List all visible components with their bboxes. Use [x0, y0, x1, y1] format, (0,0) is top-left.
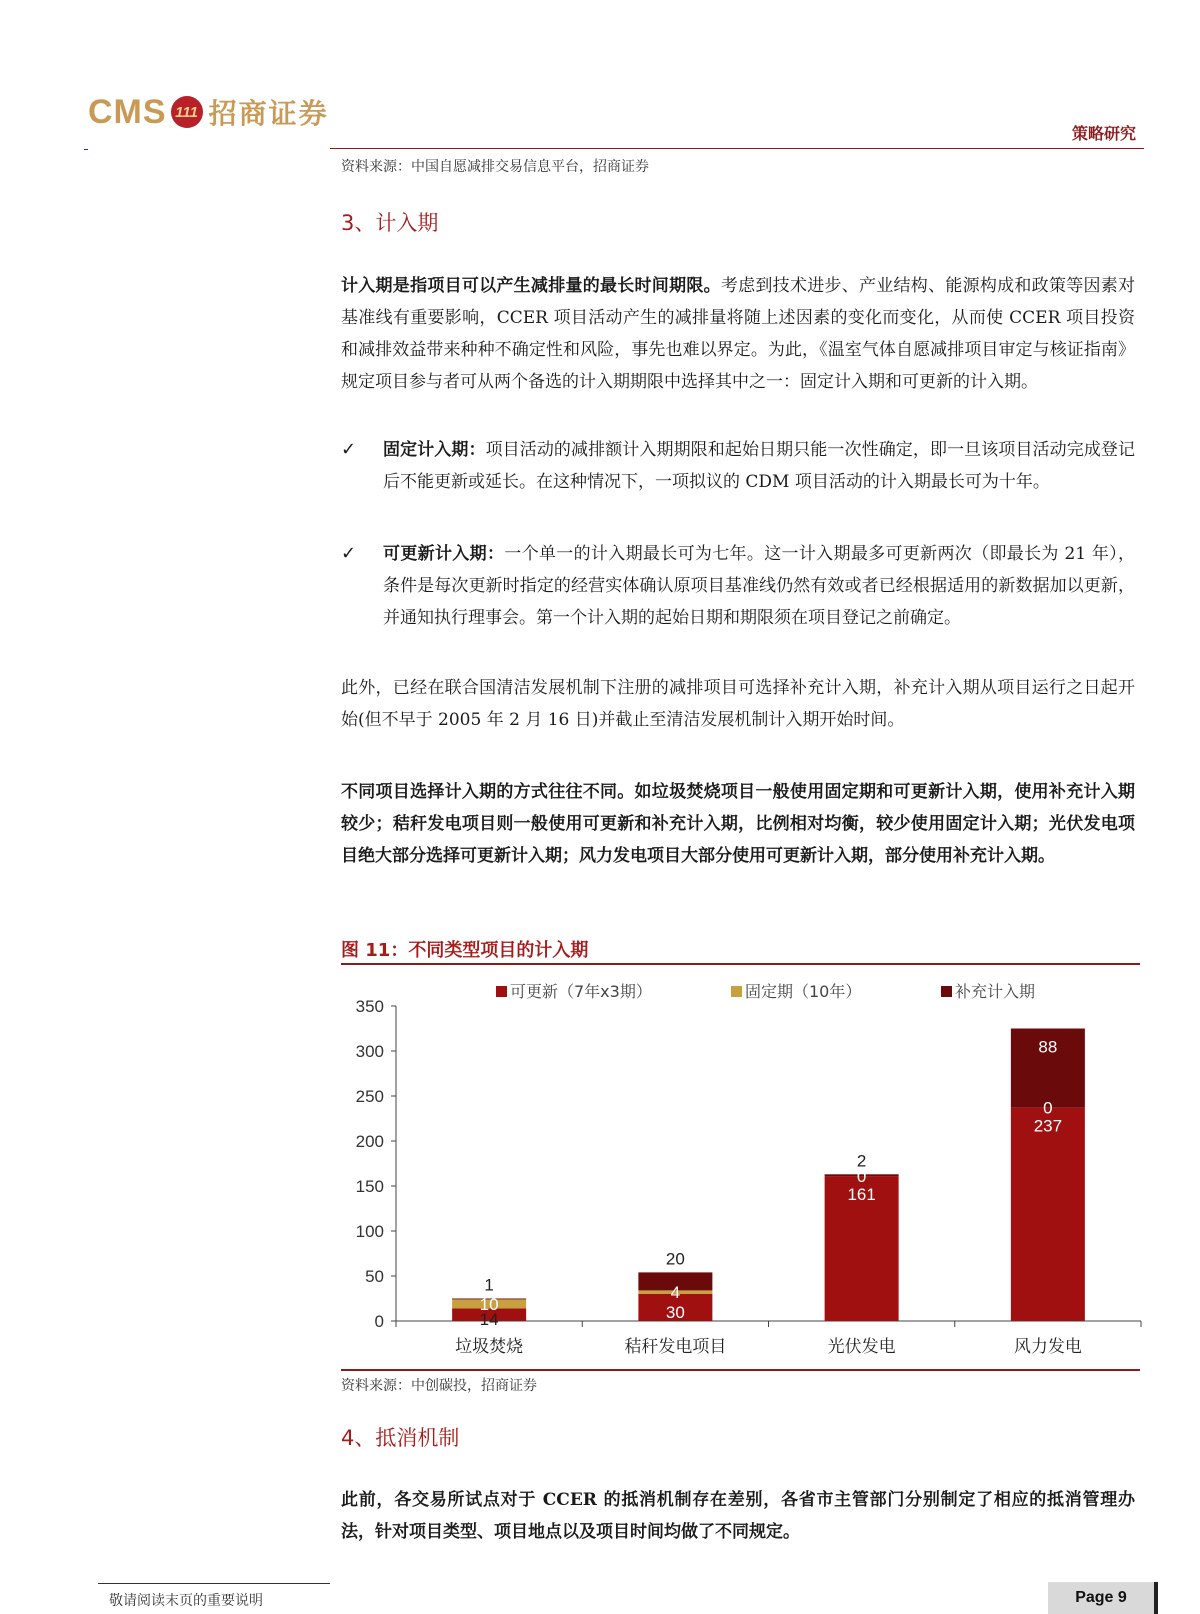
bullet-text: 一个单一的计入期最长可为七年。这一计入期最多可更新两次（即最长为 21 年），条件是每次更新时指定的经营实体确认原项目基准线仍然有效或者已经根据适用的新数据加以更新，并通知执行理事会。第一个计入期的起始日期和期限须在项目登记之前确定。 — [383, 544, 1135, 628]
header-tick — [84, 149, 88, 150]
data-label: 10 — [479, 1294, 499, 1314]
source-note-top: 资料来源：中国自愿减排交易信息平台，招商证券 — [341, 159, 649, 175]
y-tick-label: 300 — [355, 1042, 384, 1061]
legend-label: 补充计入期 — [955, 982, 1036, 1001]
data-label: 0 — [1043, 1098, 1053, 1118]
check-icon: ✓ — [341, 439, 357, 460]
page-number: Page 9 — [1048, 1582, 1158, 1614]
check-icon: ✓ — [341, 543, 357, 564]
section-3-paragraph-3 — [341, 776, 1135, 872]
y-tick-label: 250 — [355, 1087, 384, 1106]
section-3-title: 3、计入期 — [341, 211, 439, 235]
bullet-fixed-period — [341, 434, 1135, 498]
header-divider — [330, 148, 1144, 149]
report-type: 策略研究 — [1071, 124, 1136, 143]
section-3-paragraph-2 — [341, 672, 1135, 736]
y-tick-label: 350 — [355, 997, 384, 1016]
x-tick-label: 秸秆发电项目 — [624, 1337, 727, 1357]
data-label: 4 — [670, 1283, 681, 1303]
figure-source-note: 资料来源：中创碳投，招商证券 — [341, 1378, 537, 1394]
y-tick-label: 50 — [365, 1267, 384, 1286]
legend-label: 可更新（7年x3期） — [510, 982, 652, 1001]
x-tick-label: 垃圾焚烧 — [455, 1337, 524, 1357]
data-label: 20 — [665, 1249, 685, 1269]
data-label: 14 — [479, 1310, 499, 1329]
data-label: 0 — [856, 1167, 867, 1187]
legend-swatch — [941, 986, 952, 997]
data-label: 2 — [856, 1151, 867, 1171]
paragraph-body: 此前，各交易所试点对于 CCER 的抵消机制存在差别，各省市主管部门分别制定了相应的抵消管理办法，针对项目类型、项目地点以及项目时间均做了不同规定。 — [341, 1490, 1135, 1542]
data-label: 30 — [665, 1303, 685, 1322]
logo-chinese-text: 招商证券 — [208, 97, 329, 130]
data-label: 88 — [1038, 1037, 1058, 1057]
y-tick-label: 0 — [374, 1312, 384, 1331]
footer-note: 敬请阅读末页的重要说明 — [109, 1593, 263, 1609]
section-3-paragraph-1 — [341, 270, 1135, 398]
x-tick-label: 风力发电 — [1013, 1337, 1082, 1357]
section-4-paragraph-1 — [341, 1484, 1135, 1548]
logo-cms-text: CMS — [88, 92, 167, 131]
paragraph-body: 不同项目选择计入期的方式往往不同。如垃圾焚烧项目一般使用固定期和可更新计入期，使用补充计入期较少；秸秆发电项目则一般使用可更新和补充计入期，比例相对均衡，较少使用固定计入期；光伏发电项目绝大部分选择可更新计入期；风力发电项目大部分使用可更新计入期，部分使用补充计入期。 — [341, 782, 1135, 866]
bar-segment — [1011, 1108, 1085, 1321]
figure-top-rule — [341, 963, 1140, 965]
section-4-title: 4、抵消机制 — [341, 1426, 460, 1450]
logo-badge-icon: 111 — [171, 96, 203, 128]
bullet-text: 项目活动的减排额计入期期限和起始日期只能一次性确定，即一旦该项目活动完成登记后不能更新或延长。在这种情况下，一项拟议的 CDM 项目活动的计入期最长可为十年。 — [383, 440, 1136, 492]
bullet-term: 固定计入期： — [383, 440, 486, 460]
paragraph-body: 考虑到技术进步、产业结构、能源构成和政策等因素对基准线有重要影响，CCER 项目活动产生的减排量将随上述因素的变化而变化，从而使 CCER 项目投资和减排效益带来种种不确定性和风险，事先也难以界定。为此，《温室气体自愿减排项目审定与核证指南》规定项目参与者可从两个备选的计入期期限中选择其中之一：固定计入期和可更新的计入期。 — [341, 276, 1136, 392]
stacked-bar-chart — [336, 966, 1146, 1366]
bullet-renewable-period — [341, 538, 1135, 634]
x-tick-label: 光伏发电 — [827, 1337, 896, 1357]
paragraph-lead: 计入期是指项目可以产生减排量的最长时间期限。 — [341, 276, 721, 296]
y-tick-label: 200 — [355, 1132, 384, 1151]
bullet-term: 可更新计入期： — [383, 544, 505, 564]
data-label: 161 — [847, 1185, 876, 1205]
legend-swatch — [731, 986, 742, 997]
footer-divider — [98, 1583, 330, 1584]
data-label: 237 — [1033, 1116, 1063, 1136]
figure-title: 图 11：不同类型项目的计入期 — [341, 940, 589, 961]
y-tick-label: 100 — [355, 1222, 384, 1241]
company-logo — [88, 92, 329, 132]
legend-swatch — [496, 986, 507, 997]
data-label: 1 — [484, 1275, 494, 1295]
paragraph-body: 此外，已经在联合国清洁发展机制下注册的减排项目可选择补充计入期，补充计入期从项目运行之日起开始(但不早于 2005 年 2 月 16 日)并截止至清洁发展机制计入期开始时间。 — [341, 678, 1135, 730]
figure-bottom-rule — [341, 1369, 1140, 1371]
y-tick-label: 150 — [355, 1177, 384, 1196]
legend-label: 固定期（10年） — [745, 982, 862, 1001]
